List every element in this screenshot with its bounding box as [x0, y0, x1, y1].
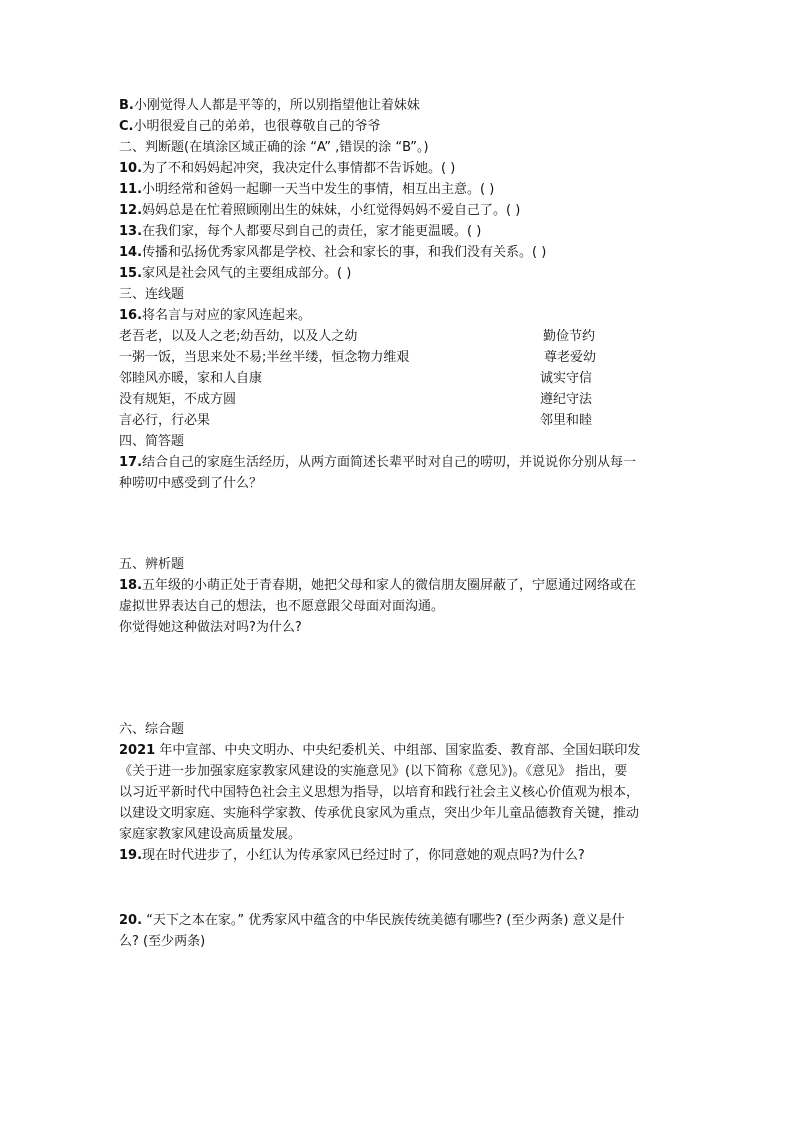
paragraph-text-1: 年中宣部、中央文明办、中央纪委机关、中组部、国家监委、教育部、全国妇联印发 — [155, 743, 641, 758]
question-13-text: 在我们家，每个人都要尽到自己的责任，家才能更温暖。( ) — [142, 224, 482, 239]
section-6-heading: 六、综合题 — [119, 722, 185, 737]
section-5-heading: 五、辨析题 — [119, 557, 185, 572]
question-12-number: 12. — [119, 203, 143, 218]
question-14-number: 14. — [119, 245, 143, 260]
question-19-text: 现在时代进步了，小红认为传承家风已经过时了，你同意她的观点吗?为什么? — [142, 848, 585, 863]
question-19-number: 19. — [119, 848, 143, 863]
option-b-text: 小刚觉得人人都是平等的，所以别指望他让着妹妹 — [133, 98, 420, 113]
question-17-line-2: 种唠叨中感受到了什么？ — [119, 476, 263, 491]
question-11-number: 11. — [119, 182, 143, 197]
question-15 — [119, 265, 351, 283]
question-13 — [119, 223, 481, 241]
question-18-line-1 — [119, 577, 636, 595]
question-12-text: 妈妈总是在忙着照顾刚出生的妹妹，小红觉得妈妈不爱自己了。( ) — [142, 203, 521, 218]
question-17-text-1: 结合自己的家庭生活经历，从两方面简述长辈平时对自己的唠叨，并说说你分别从每一 — [142, 455, 637, 470]
matching-right-2: 尊老爱幼 — [544, 350, 597, 365]
option-c — [119, 118, 381, 136]
question-14 — [119, 244, 546, 262]
paragraph-line-3: 以习近平新时代中国特色社会主义思想为指导，以培育和践行社会主义核心价值观为根本， — [119, 785, 640, 800]
matching-right-5: 邻里和睦 — [540, 413, 593, 428]
matching-left-4: 没有规矩，不成方圆 — [119, 392, 237, 407]
paragraph-line-5: 家庭家教家风建设高质量发展。 — [119, 827, 302, 842]
question-11 — [119, 181, 494, 199]
paragraph-line-2: 《关于进一步加强家庭家教家风建设的实施意见》(以下简称《意见》)。《意见》 指出，要 — [119, 764, 628, 779]
question-18-text-1: 五年级的小萌正处于青春期，她把父母和家人的微信朋友圈屏蔽了，宁愿通过网络或在 — [142, 578, 637, 593]
question-13-number: 13. — [119, 224, 143, 239]
matching-left-3: 邻睦风亦暖，家和人自康 — [119, 371, 263, 386]
question-20-line-2: 么? (至少两条) — [119, 934, 206, 949]
question-20-number: 20. — [119, 913, 143, 928]
matching-left-5: 言必行，行必果 — [119, 413, 211, 428]
question-19 — [119, 847, 585, 865]
question-15-text: 家风是社会风气的主要组成部分。( ) — [142, 266, 352, 281]
matching-left-1: 老吾老，以及人之老;幼吾幼，以及人之幼 — [119, 329, 358, 344]
question-18-number: 18. — [119, 578, 143, 593]
matching-right-3: 诚实守信 — [540, 371, 593, 386]
option-c-text: 小明很爱自己的弟弟，也很尊敬自己的爷爷 — [133, 119, 381, 134]
option-b — [119, 97, 420, 115]
question-16-number: 16. — [119, 308, 143, 323]
question-18-line-2: 虚拟世界表达自己的想法，也不愿意跟父母面对面沟通。 — [119, 599, 445, 614]
section-3-heading — [119, 286, 184, 304]
matching-right-4: 遵纪守法 — [540, 392, 593, 407]
question-12 — [119, 202, 520, 220]
question-20-text-1: “天下之本在家。” 优秀家风中蕴含的中华民族传统美德有哪些? (至少两条) 意义是什 — [142, 913, 625, 928]
matching-left-2: 一粥一饭，当思来处不易;半丝半缕，恒念物力维艰 — [119, 350, 410, 365]
question-11-text: 小明经常和爸妈一起聊一天当中发生的事情，相互出主意。( ) — [142, 182, 495, 197]
question-18-line-3: 你觉得她这种做法对吗?为什么? — [119, 620, 302, 635]
matching-right-1: 勤俭节约 — [543, 329, 596, 344]
question-17-line-1 — [119, 454, 636, 472]
question-14-text: 传播和弘扬优秀家风都是学校、社会和家长的事，和我们没有关系。( ) — [142, 245, 547, 260]
question-20-line-1 — [119, 912, 625, 930]
section-3-heading-text: 三、连线题 — [119, 287, 185, 302]
question-15-number: 15. — [119, 266, 143, 281]
section-2-heading-text: 二、判断题(在填涂区域正确的涂 “A” ,错误的涂 “B”。) — [119, 140, 429, 155]
question-16 — [119, 307, 311, 325]
paragraph-year: 2021 — [119, 743, 156, 758]
question-17-number: 17. — [119, 455, 143, 470]
question-10 — [119, 160, 455, 178]
option-b-letter: B. — [119, 98, 134, 113]
section-2-heading — [119, 139, 429, 157]
option-c-letter: C. — [119, 119, 134, 134]
question-10-number: 10. — [119, 161, 143, 176]
paragraph-line-1 — [119, 742, 640, 760]
paragraph-line-4: 以建设文明家庭、实施科学家教、传承优良家风为重点，突出少年儿童品德教育关键，推动 — [119, 806, 640, 821]
section-4-heading: 四、简答题 — [119, 434, 185, 449]
question-16-text: 将名言与对应的家风连起来。 — [142, 308, 312, 323]
question-10-text: 为了不和妈妈起冲突，我决定什么事情都不告诉她。( ) — [142, 161, 456, 176]
